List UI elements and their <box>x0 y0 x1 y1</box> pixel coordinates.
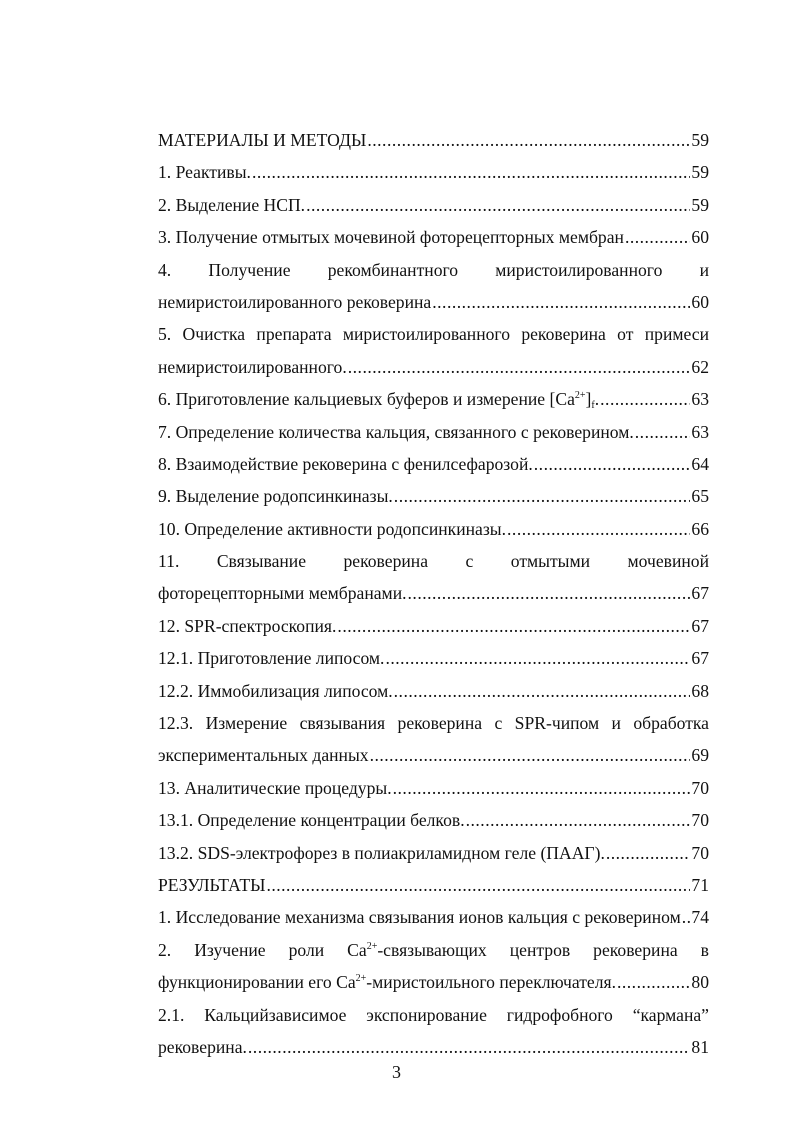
toc-leader-dots <box>394 480 691 512</box>
toc-entry-page: 70 <box>691 810 709 831</box>
toc-entry-first-line: 4. Получение рекомбинантного миристоилированного и <box>158 259 709 280</box>
toc-entry-title: 13.1. Определение концентрации белков. <box>158 810 465 831</box>
toc-entry-title: 10. Определение активности родопсинкиназы. <box>158 518 507 539</box>
toc-leader-dots <box>266 869 690 901</box>
toc-entry-page: 70 <box>691 777 709 798</box>
toc-entry-title: 12.2. Иммобилизация липосом. <box>158 680 393 701</box>
toc-entry <box>158 124 709 156</box>
toc-entry <box>158 221 709 253</box>
toc-entry-title: 8. Взаимодействие рековерина с фенилсефарозой. <box>158 453 533 474</box>
toc-entry <box>158 156 709 188</box>
toc-entry-page: 70 <box>691 842 709 863</box>
toc-entry-page: 74 <box>691 907 709 928</box>
toc-entry-page: 60 <box>691 227 709 248</box>
toc-entry-page: 59 <box>691 162 709 183</box>
toc-entry-page: 64 <box>691 453 709 474</box>
toc-entry-title: немиристоилированного. <box>158 356 347 377</box>
toc-entry-page: 71 <box>691 874 709 895</box>
toc-entry <box>158 383 709 415</box>
toc-entry <box>158 837 709 869</box>
toc-leader-dots <box>682 901 691 933</box>
toc-leader-dots <box>367 124 690 156</box>
toc-entry-title: 6. Приготовление кальциевых буферов и измерение $[Ca^{2+}]_f$. <box>158 389 600 412</box>
toc-entry-title: 9. Выделение родопсинкиназы. <box>158 486 393 507</box>
toc-leader-dots <box>606 837 691 869</box>
toc-entry-page: 81 <box>691 1036 709 1057</box>
toc-entry-title: рековерина. <box>158 1036 247 1057</box>
toc-entry <box>158 966 709 998</box>
toc-entry-page: 66 <box>691 518 709 539</box>
toc-leader-dots <box>252 156 690 188</box>
toc-entry-title: экспериментальных данных <box>158 745 369 766</box>
toc-entry-title: фоторецепторными мембранами. <box>158 583 407 604</box>
toc-entry-page: 68 <box>691 680 709 701</box>
toc-entry-title: 1. Реактивы. <box>158 162 251 183</box>
toc-leader-dots <box>466 804 691 836</box>
toc-leader-dots <box>337 610 690 642</box>
toc-entry-title: 7. Определение количества кальция, связанного с рековерином. <box>158 421 634 442</box>
toc-entry-page: 59 <box>691 194 709 215</box>
toc-entry-page: 67 <box>691 615 709 636</box>
toc-entry <box>158 739 709 771</box>
toc-entry <box>158 1031 709 1063</box>
toc-entry-title: 3. Получение отмытых мочевиной фоторецепторных мембран <box>158 227 624 248</box>
toc-entry <box>158 513 709 545</box>
toc-entry <box>158 577 709 609</box>
toc-leader-dots <box>617 966 690 998</box>
toc-leader-dots <box>625 221 690 253</box>
toc-leader-dots <box>306 189 690 221</box>
toc-leader-dots <box>534 448 691 480</box>
toc-leader-dots <box>394 675 691 707</box>
toc-entry-page: 62 <box>691 356 709 377</box>
table-of-contents <box>158 124 709 1063</box>
toc-entry <box>158 675 709 707</box>
toc-entry-title: РЕЗУЛЬТАТЫ <box>158 874 266 895</box>
toc-entry-page: 60 <box>691 291 709 312</box>
toc-leader-dots <box>600 383 690 415</box>
toc-entry-title: 13. Аналитические процедуры. <box>158 777 392 798</box>
toc-entry-title: немиристоилированного рековерина <box>158 291 432 312</box>
toc-entry-title: 2. Выделение НСП. <box>158 194 306 215</box>
toc-entry-page: 67 <box>691 583 709 604</box>
toc-leader-dots <box>385 642 690 674</box>
toc-entry <box>158 901 709 933</box>
toc-entry-page: 67 <box>691 648 709 669</box>
toc-entry <box>158 480 709 512</box>
page-number: 3 <box>392 1062 401 1082</box>
toc-entry-page: 63 <box>691 421 709 442</box>
toc-leader-dots <box>507 513 690 545</box>
toc-leader-dots <box>348 351 691 383</box>
toc-entry-title: функционировании его $Ca^{2+}$-миристоильного переключателя. <box>158 972 616 993</box>
toc-leader-dots <box>393 772 691 804</box>
toc-leader-dots <box>370 739 691 771</box>
toc-entry <box>158 642 709 674</box>
toc-entry-title: МАТЕРИАЛЫ И МЕТОДЫ <box>158 130 367 150</box>
toc-leader-dots <box>432 286 690 318</box>
toc-entry-title: 12. SPR-спектроскопия. <box>158 615 337 636</box>
toc-entry-page: 65 <box>691 486 709 507</box>
toc-leader-dots <box>635 416 691 448</box>
toc-entry <box>158 869 709 901</box>
toc-entry <box>158 610 709 642</box>
toc-entry-first-line: 12.3. Измерение связывания рековерина с SPR-чипом и обработка <box>158 713 709 734</box>
toc-entry <box>158 772 709 804</box>
toc-entry-title: 13.2. SDS-электрофорез в полиакриламидном геле (ПААГ). <box>158 842 605 863</box>
toc-entry-first-line: 11. Связывание рековерина с отмытыми мочевиной <box>158 551 709 572</box>
toc-entry-title: 1. Исследование механизма связывания ионов кальция с рековерином <box>158 907 681 928</box>
toc-entry <box>158 416 709 448</box>
toc-entry <box>158 804 709 836</box>
toc-entry-page: 69 <box>691 745 709 766</box>
toc-entry-first-line: 2. Изучение роли $Ca^{2+}$-связывающих центров рековерина в <box>158 939 709 960</box>
toc-entry <box>158 448 709 480</box>
toc-entry-first-line: 2.1. Кальцийзависимое экспонирование гидрофобного “кармана” <box>158 1004 709 1025</box>
toc-entry <box>158 189 709 221</box>
toc-entry-page: 59 <box>691 130 709 150</box>
toc-entry-page: 63 <box>691 389 709 410</box>
toc-leader-dots <box>248 1031 691 1063</box>
toc-entry-first-line: 5. Очистка препарата миристоилированного рековерина от примеси <box>158 324 709 345</box>
toc-entry-title: 12.1. Приготовление липосом. <box>158 648 385 669</box>
toc-leader-dots <box>408 577 691 609</box>
toc-entry-page: 80 <box>691 972 709 993</box>
toc-entry <box>158 286 709 318</box>
toc-entry <box>158 351 709 383</box>
